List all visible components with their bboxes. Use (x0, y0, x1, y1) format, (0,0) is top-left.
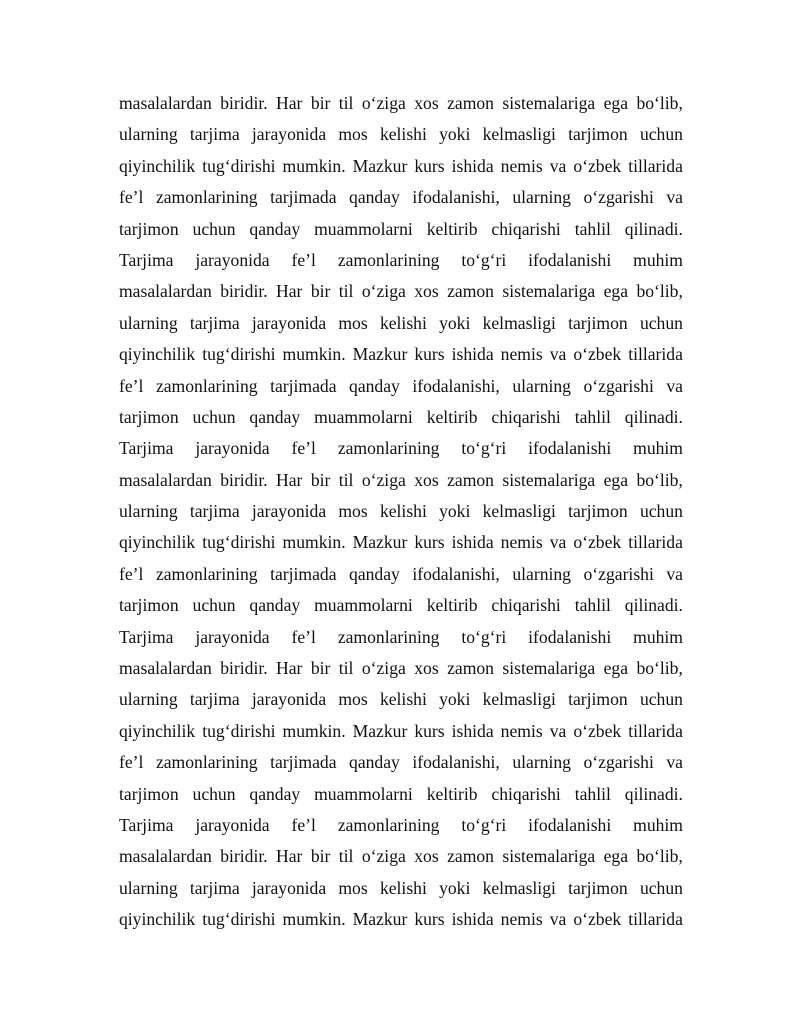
text-line (119, 214, 683, 245)
word: kelishi (379, 312, 427, 333)
word: zamonlarining (155, 187, 258, 208)
word: qiyinchilik (119, 720, 196, 741)
word: Har (276, 846, 303, 867)
word: va (549, 155, 567, 176)
word: til (338, 469, 354, 490)
word: muammolarni (314, 406, 413, 427)
word: muhim (633, 249, 683, 270)
word: Har (276, 281, 303, 302)
word: va (549, 532, 567, 553)
word: nemis (500, 155, 543, 176)
word: qiyinchilik (119, 909, 196, 930)
word: qanday (349, 187, 400, 208)
word: uchun (192, 783, 236, 804)
word: o‘zbek (573, 720, 622, 741)
word: va (549, 720, 567, 741)
word: o‘ziga (361, 469, 406, 490)
word: va (666, 563, 683, 584)
word: o‘zbek (573, 909, 622, 930)
text-line (119, 527, 683, 558)
word: ishida (451, 155, 494, 176)
word: ularning (512, 563, 571, 584)
word: o‘zbek (573, 155, 622, 176)
word: ifodalanishi, (412, 563, 500, 584)
word: uchun (639, 124, 683, 145)
word: uchun (192, 595, 236, 616)
text-line (119, 747, 683, 778)
word: fe’l (119, 752, 144, 773)
word: tug‘dirishi (202, 532, 276, 553)
word: Tarjima (119, 814, 174, 835)
word: tug‘dirishi (202, 155, 276, 176)
word: zamon (447, 93, 494, 113)
word: ifodalanishi (528, 249, 612, 270)
word: to‘g‘ri (461, 626, 507, 647)
word: kurs (414, 532, 445, 553)
text-line (119, 339, 683, 370)
word: o‘zbek (573, 344, 622, 365)
word: qilinadi. (624, 218, 683, 239)
word: ularning (512, 375, 571, 396)
text-line (119, 559, 683, 590)
word: zamonlarining (155, 752, 258, 773)
word: til (338, 93, 354, 113)
word: biridir. (220, 846, 268, 867)
text-line (119, 716, 683, 747)
text-line (119, 119, 683, 150)
word: tarjima (189, 501, 240, 522)
word: yoki (439, 501, 471, 522)
word: ega (603, 469, 629, 490)
word: kelmasligi (482, 312, 556, 333)
text-line (119, 465, 683, 496)
word: tarjimon (568, 312, 628, 333)
text-line (119, 402, 683, 433)
word: uchun (192, 218, 236, 239)
word: zamonlarining (155, 375, 258, 396)
word: fe’l (291, 814, 316, 835)
word: mos (338, 689, 368, 710)
word: xos (414, 658, 439, 679)
word: tarjimada (270, 563, 337, 584)
word: til (338, 658, 354, 679)
word: tug‘dirishi (202, 344, 276, 365)
word: o‘ziga (361, 93, 406, 113)
word: zamon (447, 281, 494, 302)
word: tarjimon (119, 406, 179, 427)
word: fe’l (291, 249, 316, 270)
word: ularning (119, 877, 178, 898)
word: uchun (639, 689, 683, 710)
text-line (119, 371, 683, 402)
word: tarjimon (568, 689, 628, 710)
word: mumkin. (282, 532, 346, 553)
word: tarjimon (568, 124, 628, 145)
word: o‘zgarishi (583, 375, 654, 396)
word: o‘ziga (361, 846, 406, 867)
word: xos (414, 93, 439, 113)
word: va (666, 375, 683, 396)
word: muammolarni (314, 218, 413, 239)
word: zamonlarining (155, 563, 258, 584)
word: sistemalariga (502, 469, 596, 490)
word: jarayonida (251, 501, 327, 522)
word: tug‘dirishi (202, 909, 276, 930)
word: zamonlarining (337, 626, 440, 647)
word: ega (603, 93, 629, 113)
word: fe’l (291, 626, 316, 647)
word: qiyinchilik (119, 532, 196, 553)
word: mos (338, 312, 368, 333)
word: tarjima (189, 877, 240, 898)
word: zamon (447, 846, 494, 867)
word: tillarida (628, 344, 683, 365)
word: ifodalanishi, (412, 752, 500, 773)
word: mumkin. (282, 344, 346, 365)
word: nemis (500, 532, 543, 553)
word: tarjima (189, 312, 240, 333)
word: ega (603, 846, 629, 867)
text-line (119, 496, 683, 527)
word: qanday (349, 752, 400, 773)
word: ularning (119, 689, 178, 710)
word: uchun (639, 877, 683, 898)
word: kelishi (379, 877, 427, 898)
word: kelmasligi (482, 689, 556, 710)
word: bir (310, 469, 331, 490)
word: tarjimon (568, 501, 628, 522)
word: xos (414, 281, 439, 302)
word: ega (603, 281, 629, 302)
word: ifodalanishi (528, 438, 612, 459)
word: tarjimada (270, 375, 337, 396)
word: qanday (249, 406, 301, 427)
text-line (119, 88, 683, 119)
word: tillarida (628, 532, 683, 553)
word: yoki (439, 877, 471, 898)
word: kelishi (379, 501, 427, 522)
word: jarayonida (251, 312, 327, 333)
word: uchun (639, 501, 683, 522)
word: ega (603, 658, 629, 679)
text-line (119, 873, 683, 904)
word: keltirib (426, 595, 478, 616)
word: bir (310, 846, 331, 867)
word: ularning (512, 752, 571, 773)
word: bir (310, 93, 331, 113)
word: masalalardan (119, 281, 212, 302)
word: va (666, 752, 683, 773)
word: kelmasligi (482, 501, 556, 522)
text-line (119, 684, 683, 715)
word: nemis (500, 720, 543, 741)
word: yoki (439, 689, 471, 710)
text-line (119, 622, 683, 653)
word: to‘g‘ri (461, 249, 507, 270)
word: o‘ziga (361, 281, 406, 302)
word: bir (310, 658, 331, 679)
word: tarjimon (568, 877, 628, 898)
word: chiqarishi (491, 218, 561, 239)
word: o‘zgarishi (583, 752, 654, 773)
word: Tarjima (119, 249, 174, 270)
word: masalalardan (119, 658, 212, 679)
word: tahlil (574, 218, 611, 239)
text-line (119, 433, 683, 464)
word: fe’l (291, 438, 316, 459)
word: ifodalanishi (528, 814, 612, 835)
word: bo‘lib, (636, 658, 683, 679)
word: qanday (349, 563, 400, 584)
text-line (119, 276, 683, 307)
word: ularning (512, 187, 571, 208)
word: jarayonida (251, 124, 327, 145)
word: biridir. (220, 93, 268, 113)
word: ishida (451, 909, 494, 930)
word: tahlil (574, 595, 611, 616)
word: tarjimon (119, 595, 179, 616)
word: muhim (633, 626, 683, 647)
word: masalalardan (119, 469, 212, 490)
word: tarjimada (270, 752, 337, 773)
text-line (119, 245, 683, 276)
word: o‘zbek (573, 532, 622, 553)
word: yoki (439, 312, 471, 333)
word: Mazkur (352, 155, 408, 176)
word: til (338, 846, 354, 867)
word: zamon (447, 658, 494, 679)
text-line (119, 810, 683, 841)
word: mumkin. (282, 909, 346, 930)
word: ularning (119, 312, 178, 333)
word: jarayonida (251, 877, 327, 898)
word: yoki (439, 124, 471, 145)
word: tillarida (628, 720, 683, 741)
word: jarayonida (195, 814, 270, 835)
word: o‘zgarishi (583, 563, 654, 584)
word: bo‘lib, (636, 281, 683, 302)
word: ifodalanishi, (412, 375, 500, 396)
word: til (338, 281, 354, 302)
word: qanday (349, 375, 400, 396)
word: kurs (414, 155, 445, 176)
word: uchun (192, 406, 236, 427)
word: ularning (119, 124, 178, 145)
word: mos (338, 877, 368, 898)
word: muammolarni (314, 595, 413, 616)
word: jarayonida (195, 249, 270, 270)
word: qanday (249, 218, 301, 239)
word: tarjima (189, 689, 240, 710)
word: ularning (119, 501, 178, 522)
word: kelishi (379, 689, 427, 710)
body-text (119, 88, 683, 936)
word: xos (414, 846, 439, 867)
word: tarjimon (119, 783, 179, 804)
word: qilinadi. (624, 595, 683, 616)
word: jarayonida (195, 626, 270, 647)
word: Har (276, 469, 303, 490)
word: kurs (414, 909, 445, 930)
word: Mazkur (352, 344, 408, 365)
text-line (119, 151, 683, 182)
word: muhim (633, 814, 683, 835)
word: Har (276, 93, 303, 113)
word: ishida (451, 532, 494, 553)
text-line (119, 779, 683, 810)
word: to‘g‘ri (461, 814, 507, 835)
word: qilinadi. (624, 783, 683, 804)
word: muhim (633, 438, 683, 459)
word: sistemalariga (502, 93, 596, 113)
word: ifodalanishi, (412, 187, 500, 208)
text-line (119, 904, 683, 935)
word: jarayonida (195, 438, 270, 459)
word: biridir. (220, 469, 268, 490)
word: keltirib (426, 783, 478, 804)
word: tarjimon (119, 218, 179, 239)
word: chiqarishi (491, 783, 561, 804)
word: va (549, 344, 567, 365)
word: mumkin. (282, 155, 346, 176)
word: chiqarishi (491, 406, 561, 427)
word: kelmasligi (482, 877, 556, 898)
word: fe’l (119, 187, 144, 208)
word: mos (338, 501, 368, 522)
word: jarayonida (251, 689, 327, 710)
word: tahlil (574, 406, 611, 427)
word: nemis (500, 909, 543, 930)
text-line (119, 841, 683, 872)
text-line (119, 182, 683, 213)
word: muammolarni (314, 783, 413, 804)
word: qiyinchilik (119, 155, 196, 176)
word: Tarjima (119, 438, 174, 459)
word: tillarida (628, 909, 683, 930)
word: sistemalariga (502, 658, 596, 679)
word: Har (276, 658, 303, 679)
word: tug‘dirishi (202, 720, 276, 741)
word: zamonlarining (337, 249, 440, 270)
word: chiqarishi (491, 595, 561, 616)
word: va (549, 909, 567, 930)
word: keltirib (426, 218, 478, 239)
word: ifodalanishi (528, 626, 612, 647)
word: kurs (414, 720, 445, 741)
word: biridir. (220, 281, 268, 302)
word: masalalardan (119, 93, 212, 113)
word: bo‘lib, (636, 846, 683, 867)
word: mumkin. (282, 720, 346, 741)
document-page (119, 88, 683, 936)
word: qanday (249, 595, 301, 616)
word: tillarida (628, 155, 683, 176)
word: o‘zgarishi (583, 187, 654, 208)
word: ishida (451, 344, 494, 365)
word: qanday (249, 783, 301, 804)
text-line (119, 308, 683, 339)
word: ishida (451, 720, 494, 741)
word: sistemalariga (502, 281, 596, 302)
word: fe’l (119, 563, 144, 584)
word: bo‘lib, (636, 93, 683, 113)
word: mos (338, 124, 368, 145)
word: zamonlarining (337, 438, 440, 459)
word: to‘g‘ri (461, 438, 507, 459)
word: Mazkur (352, 909, 408, 930)
word: qilinadi. (624, 406, 683, 427)
word: kelishi (379, 124, 427, 145)
word: bir (310, 281, 331, 302)
word: sistemalariga (502, 846, 596, 867)
word: biridir. (220, 658, 268, 679)
word: kelmasligi (482, 124, 556, 145)
word: Mazkur (352, 532, 408, 553)
word: fe’l (119, 375, 144, 396)
word: masalalardan (119, 846, 212, 867)
word: o‘ziga (361, 658, 406, 679)
word: Mazkur (352, 720, 408, 741)
word: nemis (500, 344, 543, 365)
word: uchun (639, 312, 683, 333)
word: zamon (447, 469, 494, 490)
word: Tarjima (119, 626, 174, 647)
word: tahlil (574, 783, 611, 804)
word: keltirib (426, 406, 478, 427)
word: zamonlarining (337, 814, 440, 835)
word: tarjima (189, 124, 240, 145)
text-line (119, 590, 683, 621)
word: bo‘lib, (636, 469, 683, 490)
word: tarjimada (270, 187, 337, 208)
word: qiyinchilik (119, 344, 196, 365)
word: kurs (414, 344, 445, 365)
text-line (119, 653, 683, 684)
word: va (666, 187, 683, 208)
word: xos (414, 469, 439, 490)
